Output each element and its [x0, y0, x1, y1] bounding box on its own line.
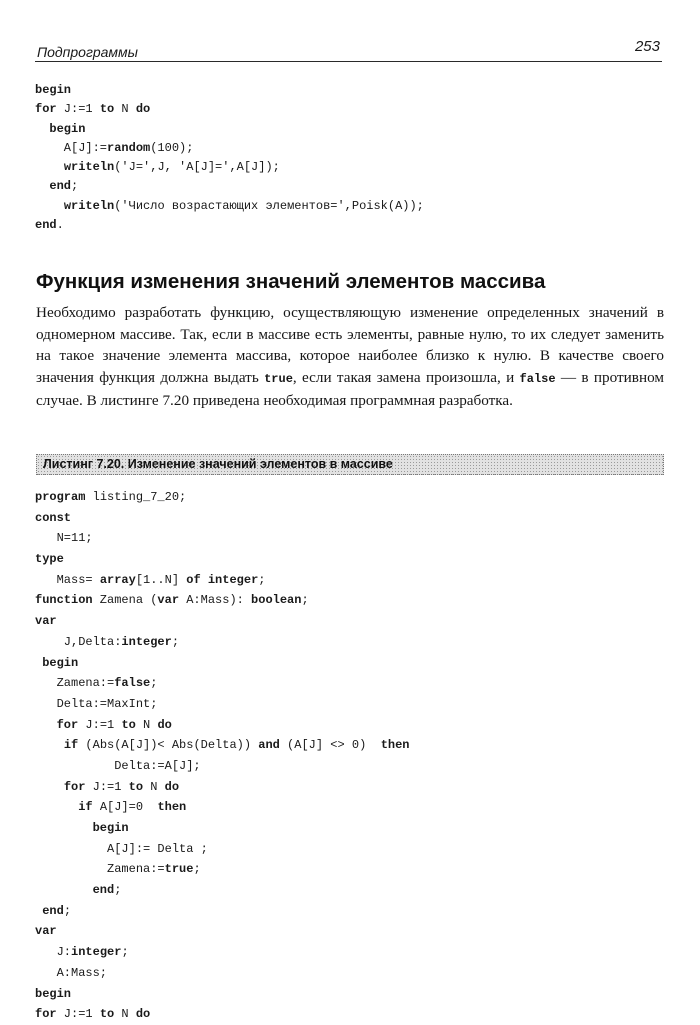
code-line: for J:=1 to N do — [35, 1007, 151, 1022]
keyword-false: false — [519, 371, 556, 386]
code-line: type — [35, 552, 64, 567]
code-line: end; — [42, 903, 72, 918]
code-line: var — [35, 924, 57, 939]
code-line: A[J]:=random(100); — [35, 140, 194, 155]
code-block-listing — [35, 487, 410, 1025]
code-line: begin — [35, 986, 72, 1001]
listing-caption-box — [36, 454, 664, 475]
header-rule — [35, 61, 662, 62]
code-line: end. — [35, 218, 64, 233]
code-line: begin — [92, 821, 129, 835]
code-line: function Zamena (var A:Mass): boolean; — [35, 593, 309, 608]
code-line: A[J]:= Delta ; — [35, 841, 208, 856]
code-line: writeln('J=',J, 'A[J]=',A[J]); — [63, 160, 280, 175]
code-line: var — [35, 614, 57, 629]
code-line: Delta:=MaxInt; — [35, 696, 158, 711]
paragraph-text: , если такая замена произошла, и — [292, 368, 520, 386]
code-line: writeln('Число возрастающих элементов=',Poisk(A)); — [63, 198, 424, 213]
body-paragraph — [36, 302, 664, 412]
code-line: end; — [49, 179, 79, 194]
code-line: Mass= array[1..N] of integer; — [35, 572, 266, 587]
paragraph-text: — в противном случае. В листинге 7.20 приведена необходимая программная разработка. — [36, 368, 665, 409]
code-line: end; — [92, 883, 122, 898]
code-line: begin — [35, 83, 72, 97]
keyword-true: true — [264, 371, 293, 386]
code-line: begin — [49, 121, 86, 136]
code-block-top — [35, 81, 424, 235]
code-line: Delta:=A[J]; — [35, 758, 201, 773]
code-line: if A[J]=0 then — [78, 800, 187, 815]
code-line: for J:=1 to N do — [35, 102, 151, 117]
code-line: for J:=1 to N do — [56, 717, 172, 732]
running-header: Подпрограммы — [37, 44, 138, 60]
code-line: begin — [42, 655, 79, 670]
code-line: const — [35, 510, 72, 525]
code-line: J:integer; — [35, 945, 129, 960]
code-line: program listing_7_20; — [35, 490, 187, 504]
code-line: J,Delta:integer; — [35, 634, 180, 649]
code-line: for J:=1 to N do — [63, 779, 180, 794]
paragraph-text: Необходимо разработать функцию, осуществляющую изменение определенных значений в одномерном массиве. Так, если в массиве есть элементы, равные нулю, то их следует заменить на такое значение элемента массива, которое наиболее близко к нулю. В качестве своего значения функция должна выдать — [36, 304, 664, 386]
listing-caption: Листинг 7.20. Изменение значений элементов в массиве — [43, 457, 393, 471]
code-line: Zamena:=true; — [35, 862, 201, 877]
page-number: 253 — [634, 38, 660, 55]
section-title: Функция изменения значений элементов массива — [36, 270, 546, 293]
code-line: if (Abs(A[J])< Abs(Delta)) and (A[J] <> 0) then — [63, 738, 410, 753]
code-line: Zamena:=false; — [35, 676, 158, 691]
code-line: N=11; — [35, 531, 93, 546]
code-line: A:Mass; — [35, 965, 108, 980]
